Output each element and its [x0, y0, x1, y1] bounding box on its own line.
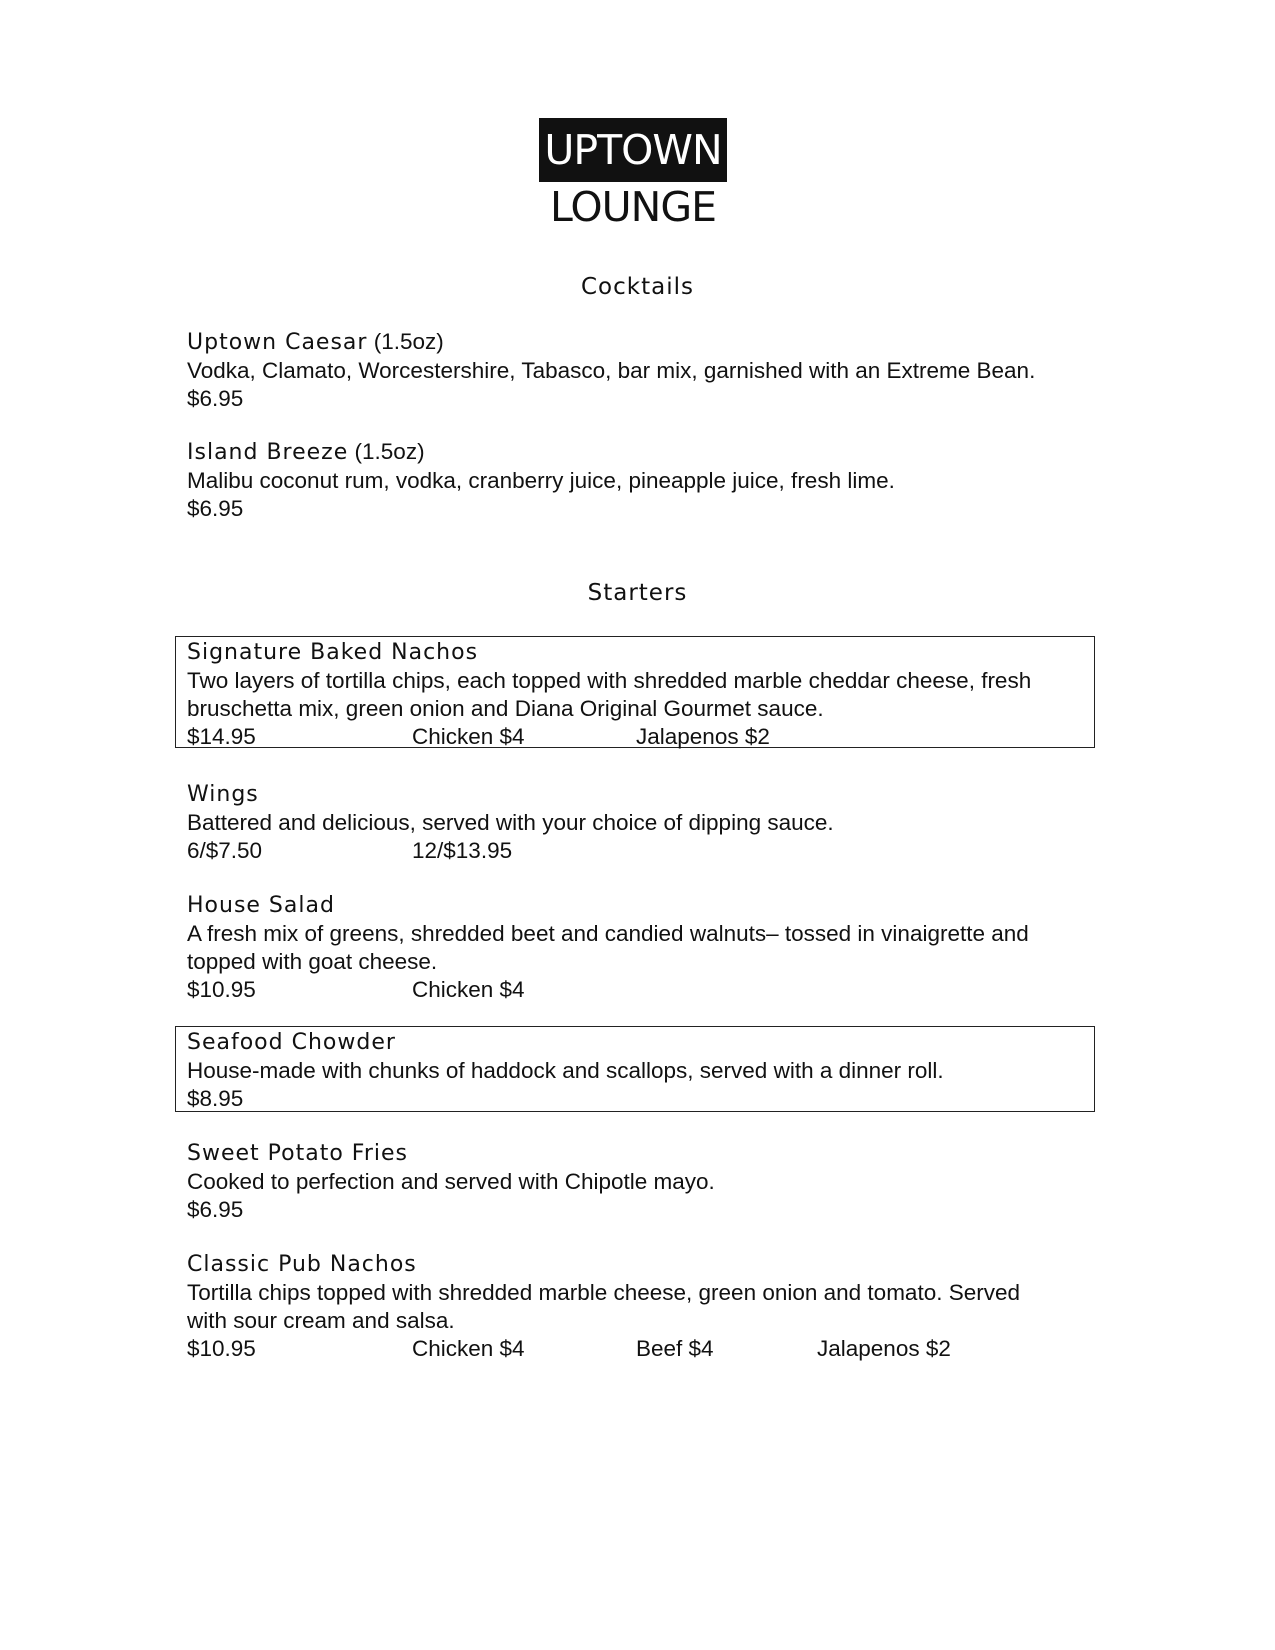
price-row: [187, 1335, 1087, 1363]
item-price: $6.95: [187, 386, 244, 411]
logo-line-lounge: LOUNGE: [549, 183, 716, 231]
item-description: Vodka, Clamato, Worcestershire, Tabasco, bar mix, garnished with an Extreme Bean.: [187, 358, 1036, 383]
price-row: [187, 976, 1087, 1004]
item-size: (1.5oz): [373, 329, 444, 354]
item-description: Battered and delicious, served with your choice of dipping sauce.: [187, 810, 834, 835]
item-name: Sweet Potato Fries: [187, 1141, 408, 1166]
item-addon: Chicken $4: [412, 1336, 525, 1361]
item-description: A fresh mix of greens, shredded beet and candied walnuts– tossed in vinaigrette and: [187, 921, 1029, 946]
menu-item-wings: [187, 781, 1087, 865]
item-addon: Jalapenos $2: [817, 1336, 951, 1361]
logo-line-uptown: UPTOWN: [539, 118, 727, 182]
menu-item-classic-pub-nachos: [187, 1251, 1087, 1363]
item-description: Malibu coconut rum, vodka, cranberry juice, pineapple juice, fresh lime.: [187, 468, 895, 493]
item-name: Wings: [187, 782, 259, 807]
item-description: Tortilla chips topped with shredded marble cheese, green onion and tomato. Served: [187, 1280, 1021, 1305]
item-addon: Chicken $4: [412, 977, 525, 1002]
item-description: topped with goat cheese.: [187, 949, 438, 974]
price-row: [187, 837, 1087, 865]
item-description: with sour cream and salsa.: [187, 1308, 455, 1333]
price-row: [187, 723, 1087, 751]
item-name: Classic Pub Nachos: [187, 1252, 417, 1277]
section-title-cocktails: Cocktails: [581, 274, 694, 300]
item-name: Seafood Chowder: [187, 1030, 396, 1055]
item-price: $10.95: [187, 977, 256, 1002]
item-description: Two layers of tortilla chips, each topped with shredded marble cheddar cheese, fresh: [187, 668, 1032, 693]
item-price: $8.95: [187, 1086, 244, 1111]
item-price: $6.95: [187, 496, 244, 521]
item-price: $6.95: [187, 1197, 244, 1222]
item-addon: Beef $4: [636, 1336, 714, 1361]
item-addon: Chicken $4: [412, 724, 525, 749]
item-addon: Jalapenos $2: [636, 724, 770, 749]
item-price: 12/$13.95: [412, 838, 513, 863]
item-price: 6/$7.50: [187, 838, 263, 863]
item-description: bruschetta mix, green onion and Diana Original Gourmet sauce.: [187, 696, 824, 721]
item-size: (1.5oz): [354, 439, 425, 464]
menu-item-island-breeze: [187, 438, 1087, 523]
menu-item-signature-baked-nachos: [187, 639, 1087, 751]
menu-item-seafood-chowder: [187, 1029, 1087, 1113]
item-name: House Salad: [187, 893, 335, 918]
item-description: Cooked to perfection and served with Chipotle mayo.: [187, 1169, 715, 1194]
item-name: Uptown Caesar: [187, 330, 368, 355]
logo: [539, 118, 727, 234]
menu-item-house-salad: [187, 892, 1087, 1004]
section-title-starters: Starters: [587, 580, 688, 606]
menu-item-uptown-caesar: [187, 328, 1087, 413]
item-name: Island Breeze: [187, 440, 349, 465]
menu-item-sweet-potato-fries: [187, 1140, 1087, 1224]
item-price: $14.95: [187, 724, 256, 749]
item-name: Signature Baked Nachos: [187, 640, 479, 665]
item-price: $10.95: [187, 1336, 256, 1361]
item-description: House-made with chunks of haddock and scallops, served with a dinner roll.: [187, 1058, 944, 1083]
